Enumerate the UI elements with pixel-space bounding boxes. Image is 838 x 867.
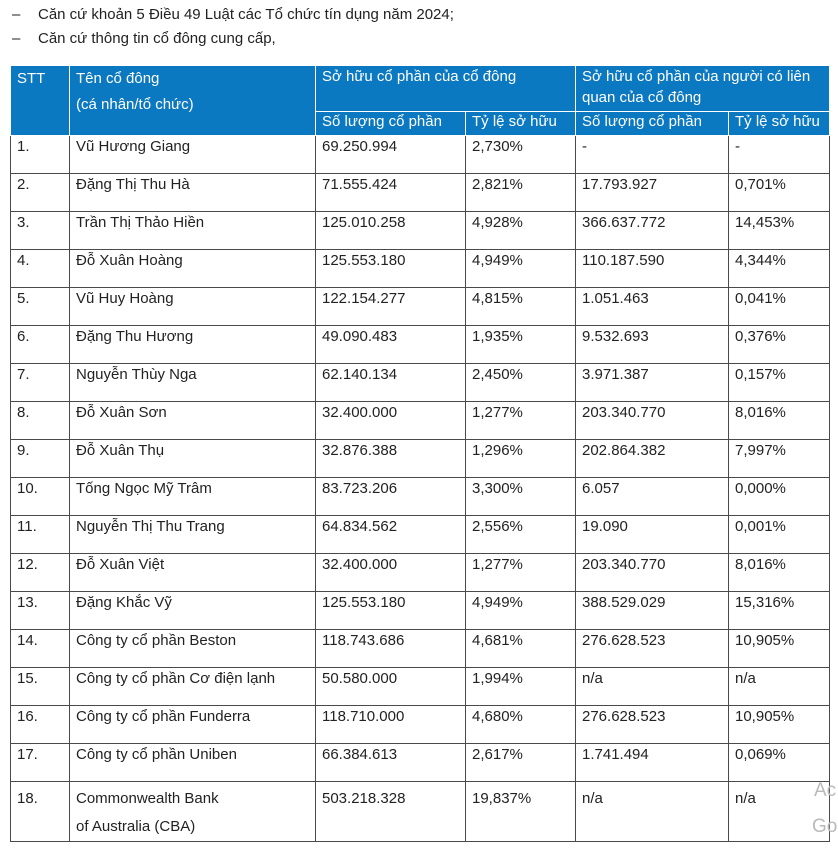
- table-row: [11, 706, 830, 744]
- cell-related-quantity: 3.971.387: [576, 364, 729, 402]
- cell-related-percent: 8,016%: [729, 554, 830, 592]
- cell-own-quantity: 71.555.424: [316, 174, 466, 212]
- table-row: [11, 136, 830, 174]
- cell-related-quantity: 276.628.523: [576, 706, 729, 744]
- table-row: [11, 174, 830, 212]
- cell-related-quantity: n/a: [576, 668, 729, 706]
- cell-related-percent: 0,376%: [729, 326, 830, 364]
- cell-own-quantity: 50.580.000: [316, 668, 466, 706]
- table-row: [11, 364, 830, 402]
- cell-stt: 9.: [11, 440, 70, 478]
- cell-related-quantity: 6.057: [576, 478, 729, 516]
- cell-related-percent: 10,905%: [729, 630, 830, 668]
- cell-own-percent: 4,681%: [466, 630, 576, 668]
- cell-stt: 8.: [11, 402, 70, 440]
- cell-stt: 14.: [11, 630, 70, 668]
- cell-name: Công ty cổ phần Funderra: [70, 706, 316, 744]
- table-row: [11, 478, 830, 516]
- cell-own-percent: 19,837%: [466, 782, 576, 842]
- cell-stt: 4.: [11, 250, 70, 288]
- cell-own-quantity: 64.834.562: [316, 516, 466, 554]
- cell-related-percent: 10,905%: [729, 706, 830, 744]
- cell-related-quantity: 202.864.382: [576, 440, 729, 478]
- cell-related-percent: 0,069%: [729, 744, 830, 782]
- cell-own-percent: 4,928%: [466, 212, 576, 250]
- cell-related-percent: n/a: [729, 782, 830, 842]
- cell-related-quantity: 388.529.029: [576, 592, 729, 630]
- cell-related-percent: 7,997%: [729, 440, 830, 478]
- cell-name: Đặng Thu Hương: [70, 326, 316, 364]
- cell-own-percent: 1,994%: [466, 668, 576, 706]
- cell-related-quantity: 203.340.770: [576, 554, 729, 592]
- intro-text: Căn cứ khoản 5 Điều 49 Luật các Tổ chức tín dụng năm 2024;: [38, 6, 454, 23]
- cell-own-percent: 2,556%: [466, 516, 576, 554]
- cell-name-line2: of Australia (CBA): [76, 818, 196, 835]
- cell-stt: 5.: [11, 288, 70, 326]
- cell-stt: 12.: [11, 554, 70, 592]
- header-own-quantity: Số lượng cổ phần: [316, 112, 466, 136]
- cell-own-percent: 1,296%: [466, 440, 576, 478]
- cell-stt: 7.: [11, 364, 70, 402]
- cell-own-percent: 4,949%: [466, 250, 576, 288]
- cell-own-quantity: 125.553.180: [316, 250, 466, 288]
- cell-name: Đặng Thị Thu Hà: [70, 174, 316, 212]
- header-stt: STT: [11, 66, 70, 136]
- cell-own-percent: 1,277%: [466, 402, 576, 440]
- table-body: [11, 136, 830, 842]
- cell-related-percent: 0,701%: [729, 174, 830, 212]
- header-own-shares-group: Sở hữu cổ phần của cổ đông: [316, 66, 576, 112]
- cell-related-percent: 14,453%: [729, 212, 830, 250]
- cell-own-percent: 2,730%: [466, 136, 576, 174]
- cell-name: Đỗ Xuân Sơn: [70, 402, 316, 440]
- cell-own-percent: 1,935%: [466, 326, 576, 364]
- table-row: [11, 668, 830, 706]
- cell-related-percent: 0,000%: [729, 478, 830, 516]
- table-row: [11, 440, 830, 478]
- table-row: [11, 212, 830, 250]
- cell-related-percent: n/a: [729, 668, 830, 706]
- cell-own-percent: 2,617%: [466, 744, 576, 782]
- cell-related-quantity: 1.741.494: [576, 744, 729, 782]
- table-row: [11, 516, 830, 554]
- cell-name: Vũ Hương Giang: [70, 136, 316, 174]
- cell-name: Đặng Khắc Vỹ: [70, 592, 316, 630]
- cell-stt: 16.: [11, 706, 70, 744]
- cell-name: Đỗ Xuân Thụ: [70, 440, 316, 478]
- intro-list: [12, 3, 812, 51]
- header-own-percent: Tỷ lệ sở hữu: [466, 112, 576, 136]
- cell-stt: 17.: [11, 744, 70, 782]
- cell-related-quantity: n/a: [576, 782, 729, 842]
- cell-name: Công ty cổ phần Cơ điện lạnh: [70, 668, 316, 706]
- cell-own-quantity: 503.218.328: [316, 782, 466, 842]
- dash-bullet: –: [12, 30, 21, 47]
- cell-own-percent: 2,450%: [466, 364, 576, 402]
- cell-related-quantity: -: [576, 136, 729, 174]
- cell-stt: 3.: [11, 212, 70, 250]
- cell-stt: 13.: [11, 592, 70, 630]
- cell-related-quantity: 110.187.590: [576, 250, 729, 288]
- cell-related-percent: 4,344%: [729, 250, 830, 288]
- shareholder-table: [10, 65, 830, 842]
- cell-own-quantity: 118.743.686: [316, 630, 466, 668]
- cell-own-quantity: 32.400.000: [316, 554, 466, 592]
- header-name-line1: Tên cổ đông: [76, 70, 160, 87]
- cell-related-percent: 15,316%: [729, 592, 830, 630]
- cell-own-percent: 1,277%: [466, 554, 576, 592]
- cell-own-quantity: 122.154.277: [316, 288, 466, 326]
- cell-own-quantity: 118.710.000: [316, 706, 466, 744]
- cell-name: Đỗ Xuân Hoàng: [70, 250, 316, 288]
- table-header: [11, 66, 830, 136]
- header-related-percent: Tỷ lệ sở hữu: [729, 112, 830, 136]
- cell-name: Tống Ngọc Mỹ Trâm: [70, 478, 316, 516]
- cell-name: Đỗ Xuân Việt: [70, 554, 316, 592]
- cell-related-percent: 0,001%: [729, 516, 830, 554]
- cell-stt: 1.: [11, 136, 70, 174]
- cell-own-quantity: 66.384.613: [316, 744, 466, 782]
- table-row: [11, 592, 830, 630]
- cell-related-quantity: 203.340.770: [576, 402, 729, 440]
- cell-own-quantity: 32.400.000: [316, 402, 466, 440]
- intro-item: [12, 3, 812, 27]
- cell-related-percent: 8,016%: [729, 402, 830, 440]
- cell-own-quantity: 83.723.206: [316, 478, 466, 516]
- header-related-quantity: Số lượng cổ phần: [576, 112, 729, 136]
- table-row: [11, 630, 830, 668]
- cell-own-quantity: 62.140.134: [316, 364, 466, 402]
- watermark-line1: Ac: [814, 780, 837, 801]
- cell-stt: 6.: [11, 326, 70, 364]
- table-row: [11, 554, 830, 592]
- cell-related-quantity: 366.637.772: [576, 212, 729, 250]
- cell-related-quantity: 9.532.693: [576, 326, 729, 364]
- cell-name: Vũ Huy Hoàng: [70, 288, 316, 326]
- cell-related-quantity: 1.051.463: [576, 288, 729, 326]
- cell-related-quantity: 17.793.927: [576, 174, 729, 212]
- cell-own-percent: 2,821%: [466, 174, 576, 212]
- dash-bullet: –: [12, 6, 21, 23]
- table-row: [11, 288, 830, 326]
- cell-own-quantity: 69.250.994: [316, 136, 466, 174]
- cell-related-quantity: 276.628.523: [576, 630, 729, 668]
- cell-own-percent: 4,815%: [466, 288, 576, 326]
- cell-own-percent: 4,680%: [466, 706, 576, 744]
- watermark-line2: Go: [812, 816, 838, 837]
- intro-item: [12, 27, 812, 51]
- cell-name: Công ty cổ phần Beston: [70, 630, 316, 668]
- header-name-line2: (cá nhân/tổ chức): [76, 96, 194, 113]
- header-shareholder-name: [70, 66, 316, 136]
- cell-name: Trần Thị Thảo Hiền: [70, 212, 316, 250]
- cell-stt: 18.: [11, 782, 70, 842]
- cell-own-percent: 4,949%: [466, 592, 576, 630]
- cell-own-quantity: 125.010.258: [316, 212, 466, 250]
- intro-text: Căn cứ thông tin cổ đông cung cấp,: [38, 30, 276, 47]
- table-row: [11, 744, 830, 782]
- cell-related-quantity: 19.090: [576, 516, 729, 554]
- cell-own-quantity: 125.553.180: [316, 592, 466, 630]
- cell-name-line1: Commonwealth Bank: [76, 790, 219, 807]
- cell-name: Nguyễn Thùy Nga: [70, 364, 316, 402]
- cell-own-quantity: 32.876.388: [316, 440, 466, 478]
- cell-name: Nguyễn Thị Thu Trang: [70, 516, 316, 554]
- table-row: [11, 402, 830, 440]
- table-row: [11, 250, 830, 288]
- cell-related-percent: 0,041%: [729, 288, 830, 326]
- cell-stt: 11.: [11, 516, 70, 554]
- cell-own-percent: 3,300%: [466, 478, 576, 516]
- cell-name: Công ty cổ phần Uniben: [70, 744, 316, 782]
- cell-stt: 2.: [11, 174, 70, 212]
- cell-name: [70, 782, 316, 842]
- cell-related-percent: -: [729, 136, 830, 174]
- cell-own-quantity: 49.090.483: [316, 326, 466, 364]
- table-row: [11, 326, 830, 364]
- cell-related-percent: 0,157%: [729, 364, 830, 402]
- header-related-shares-group: Sở hữu cổ phần của người có liên quan của cổ đông: [576, 66, 830, 112]
- cell-stt: 15.: [11, 668, 70, 706]
- cell-stt: 10.: [11, 478, 70, 516]
- table-row: [11, 782, 830, 842]
